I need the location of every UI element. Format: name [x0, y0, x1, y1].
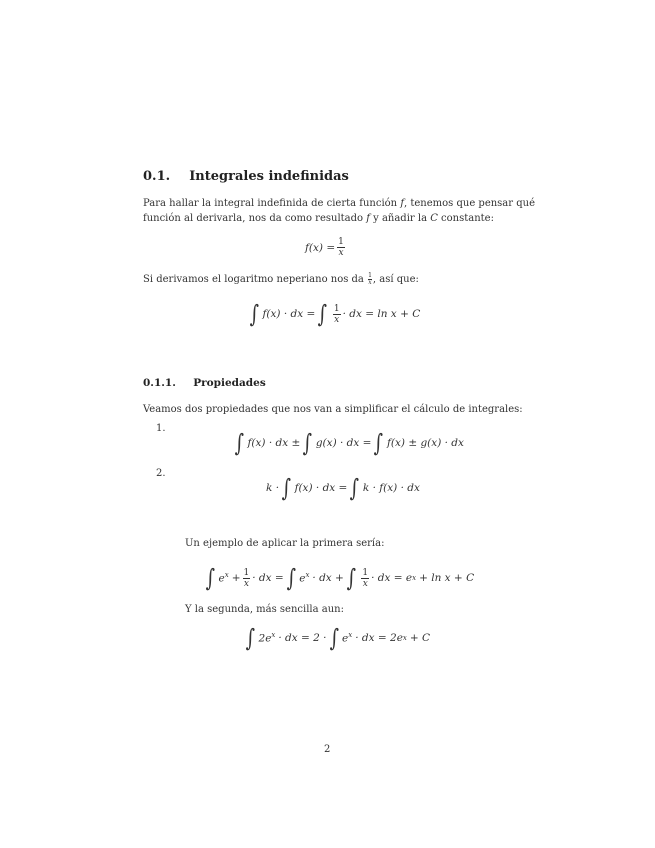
log-paragraph — [143, 272, 419, 288]
example-1-equation — [203, 566, 474, 590]
equation-part: g(x) · dx = — [315, 437, 372, 449]
intro-paragraph-line-2 — [143, 211, 494, 227]
exponent: x — [402, 634, 407, 642]
log-text: , así que: — [372, 274, 419, 285]
operator: + — [231, 572, 241, 584]
fraction: $\frac{1}{x}$ — [243, 567, 250, 589]
intro-text: , tenemos que pensar qué — [404, 198, 535, 209]
exponent: x — [224, 571, 229, 580]
equation-part: + ln x + C — [419, 572, 475, 584]
section-number: 0.1. — [143, 169, 171, 184]
fraction: $\frac{1}{x}$ — [362, 567, 369, 589]
exp-term — [259, 631, 276, 645]
constant-var: C — [430, 213, 438, 224]
equation-part: f(x) ± g(x) · dx — [386, 437, 464, 449]
equation-part: · dx + — [312, 572, 344, 584]
fraction: $\frac{1}{x}$ — [338, 237, 344, 258]
integral-sign: ∫ — [317, 300, 328, 328]
subsection-intro: Veamos dos propiedades que nos van a simplificar el cálculo de integrales: — [143, 404, 523, 415]
example-1-intro: Un ejemplo de aplicar la primera sería: — [185, 538, 385, 549]
equation-part: k · — [266, 482, 280, 494]
exp-term — [342, 631, 352, 645]
function-var: f — [366, 213, 370, 224]
integral-sign: ∫ — [286, 564, 296, 592]
section-heading — [143, 169, 349, 184]
exp-term — [299, 571, 309, 585]
subsection-title: Propiedades — [193, 377, 266, 389]
integral-sign: ∫ — [245, 624, 255, 652]
property-2-equation — [266, 476, 420, 500]
equation-part: + C — [409, 632, 431, 644]
equation-integral-log — [247, 302, 420, 326]
equation-part: f(x) · dx = — [294, 482, 348, 494]
subsection-number: 0.1.1. — [143, 377, 176, 389]
base: e — [342, 632, 349, 645]
fraction: $\frac{1}{x}$ — [333, 303, 340, 325]
inline-fraction: $\frac{1}{x}$ — [368, 272, 372, 286]
subsection-heading — [143, 377, 266, 389]
exp-term — [219, 571, 229, 585]
example-2-equation — [243, 626, 430, 650]
list-item-number: 1. — [156, 423, 166, 434]
integral-sign: ∫ — [349, 474, 360, 502]
integral-sign: ∫ — [281, 474, 291, 502]
log-text: Si derivamos el logaritmo neperiano nos da — [143, 274, 368, 285]
intro-paragraph-line-1 — [143, 196, 535, 212]
exponent: x — [348, 631, 353, 640]
example-2-intro: Y la segunda, más sencilla aun: — [185, 604, 344, 615]
page-number: 2 — [324, 744, 331, 755]
property-1-equation — [232, 431, 464, 455]
intro-text: función al derivarla, nos da como resultado — [143, 213, 367, 224]
integral-sign: ∫ — [302, 429, 313, 457]
equation-part: · dx = 2 · — [278, 632, 327, 644]
intro-text: constante: — [437, 213, 494, 224]
integral-sign: ∫ — [346, 564, 356, 592]
equation-part: · dx = — [252, 572, 284, 584]
base: e — [218, 572, 225, 585]
section-title: Integrales indefinidas — [189, 169, 349, 184]
equation-part: · dx = 2e — [355, 632, 403, 644]
integral-sign: ∫ — [234, 429, 244, 457]
base: 2e — [258, 632, 272, 645]
integral-sign: ∫ — [249, 300, 259, 328]
equation-part: · dx = ln x + C — [342, 308, 421, 320]
equation-part: · dx = e — [371, 572, 413, 584]
equation-lhs: f(x) = — [305, 241, 336, 254]
integral-sign: ∫ — [205, 564, 215, 592]
intro-text: Para hallar la integral indefinida de cierta función — [143, 198, 401, 209]
exponent: x — [271, 631, 276, 640]
equation-f-of-x — [305, 237, 347, 258]
equation-part: k · f(x) · dx — [362, 482, 420, 494]
equation-part: f(x) · dx = — [262, 308, 316, 320]
list-item-number: 2. — [156, 468, 166, 479]
equation-part: f(x) · dx ± — [247, 437, 301, 449]
exponent: x — [305, 571, 310, 580]
integral-sign: ∫ — [329, 624, 339, 652]
integral-sign: ∫ — [374, 429, 384, 457]
base: e — [299, 572, 306, 585]
intro-text: y añadir la — [369, 213, 431, 224]
function-var: f — [400, 198, 405, 209]
exponent: x — [412, 574, 417, 582]
